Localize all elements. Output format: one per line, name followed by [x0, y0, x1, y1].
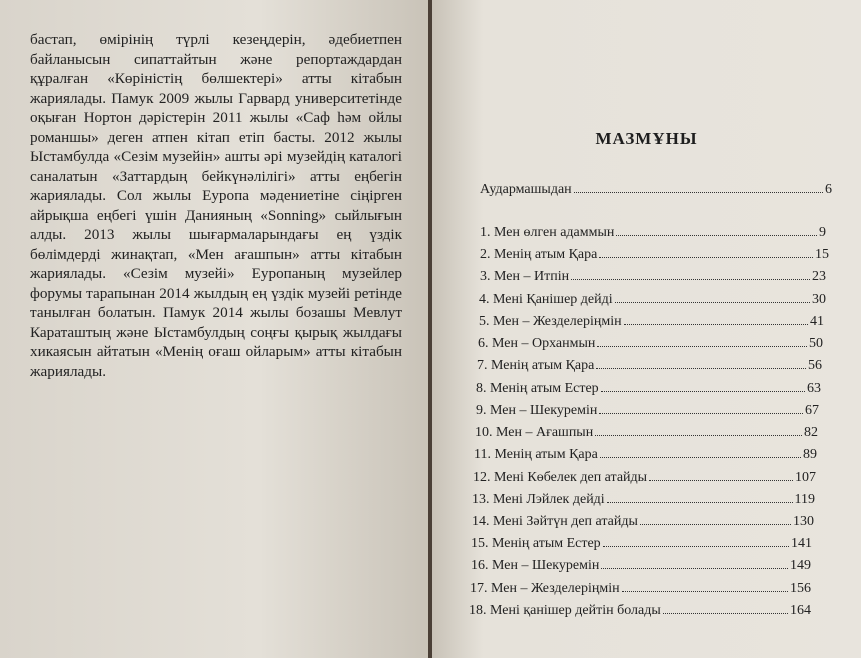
toc-entry [476, 403, 819, 419]
toc-leader-dots [615, 302, 810, 303]
toc-entry-page: 130 [793, 514, 814, 529]
toc-entry [480, 182, 832, 198]
toc-leader-dots [649, 480, 793, 481]
toc-leader-dots [596, 368, 806, 369]
toc-entry-page: 56 [808, 358, 822, 373]
toc-entry-label: 6. Мен – Орханмын [478, 336, 596, 351]
toc-entry-page: 67 [805, 403, 819, 418]
toc-entry-label: Аудармашыдан [480, 182, 572, 197]
toc-entry [476, 381, 821, 397]
toc-entry-label: 15. Менің атым Естер [471, 536, 601, 551]
toc-entry-label: 7. Менің атым Қара [477, 358, 595, 373]
toc-entry-label: 17. Мен – Жезделеріңмін [470, 581, 620, 596]
toc-entry [471, 536, 812, 552]
toc-leader-dots [599, 257, 813, 258]
toc-entry [473, 470, 816, 486]
toc-entry-page: 89 [803, 447, 817, 462]
toc-entry-page: 164 [790, 603, 811, 618]
left-page [0, 0, 430, 658]
toc-entry [480, 269, 826, 285]
toc-leader-dots [624, 324, 808, 325]
toc-entry-page: 50 [809, 336, 823, 351]
toc-entry-label: 12. Мені Көбелек деп атайды [473, 470, 648, 485]
body-paragraph: бастап, өмірінің түрлі кезеңдерін, әдебиетпен байланысын сипаттайтын және репортаждардан құралған «Көріністің бөлшектері» атты кітабын жариялады. Памук 2009 жылы Гарвард университетінде оқыған Нортон дәрістерін 2011 жылы «Саф һәм ойлы романшы» деген атпен кітап етіп басты. 2012 жылы Ыстамбулда «Сезім музейін» ашты әрі музейдің каталогі саналатын «Заттардың бейкүнәлілігі» атты еңбегін жариялады. Сол жылы Еуропа мәдениетіне сіңірген айрықша еңбегі үшін Данияның «Sonning» сыйлығын алды. 2013 жылы шығармаларындағы ең үздік бөлімдерді жинақтап, «Мен ағашпын» атты кітабын жариялады. «Сезім музейі» Еуропаның музейлер форумы тарапынан 2014 жылдың ең үздік музейі ретінде танылған болатын. Памук 2014 жылы бозашы Мевлут Караташтың және Ыстамбулдың соңғы қырық жылдағы хикаясын айтатын «Менің оғаш ойларым» атты кітабын жариялады. [30, 31, 402, 380]
toc-entry-label: 8. Менің атым Естер [476, 381, 599, 396]
toc-leader-dots [616, 235, 817, 236]
toc-entry-page: 149 [790, 558, 811, 573]
toc-entry [475, 425, 818, 441]
toc-entry [470, 581, 811, 597]
toc-entry-label: 3. Мен – Итпін [480, 269, 570, 284]
toc-leader-dots [597, 346, 807, 347]
toc-entry [472, 492, 815, 508]
toc-leader-dots [599, 413, 803, 414]
toc-entry-page: 63 [807, 381, 821, 396]
toc-entry [472, 514, 814, 530]
toc-entry-page: 107 [795, 470, 816, 485]
toc-entry-page: 9 [819, 225, 826, 240]
toc-leader-dots [574, 192, 823, 193]
toc-leader-dots [601, 391, 805, 392]
toc-entry-label: 1. Мен өлген адаммын [480, 225, 615, 240]
toc-entry-label: 2. Менің атым Қара [480, 247, 598, 262]
toc-entry [471, 558, 811, 574]
toc-entry [480, 247, 829, 263]
body-text-block [30, 30, 402, 381]
toc-entry-label: 16. Мен – Шекуремін [471, 558, 600, 573]
toc-entry [479, 292, 826, 308]
toc-entry [480, 225, 826, 241]
toc-entry-label: 14. Мені Зәйтүн деп атайды [472, 514, 638, 529]
toc-leader-dots [595, 435, 802, 436]
toc-entry-page: 156 [790, 581, 811, 596]
toc-leader-dots [601, 568, 788, 569]
toc-entry-label: 18. Мені қанішер дейтін болады [469, 603, 661, 618]
toc-entry-page: 82 [804, 425, 818, 440]
toc-entry-page: 119 [794, 492, 815, 507]
toc-leader-dots [622, 591, 788, 592]
toc-entry-page: 6 [825, 182, 832, 197]
toc-entry-label: 11. Менің атым Қара [474, 447, 598, 462]
toc-entry-label: 4. Мені Қанішер дейді [479, 292, 613, 307]
toc-entry-page: 41 [810, 314, 824, 329]
toc-entry-page: 15 [815, 247, 829, 262]
toc-entry-label: 13. Мені Лэйлек дейді [472, 492, 605, 507]
toc-entry [478, 336, 823, 352]
toc-entry [479, 314, 824, 330]
toc-entry [477, 358, 822, 374]
right-page [432, 0, 861, 658]
toc-entry [474, 447, 817, 463]
toc-entry-label: 9. Мен – Шекуремін [476, 403, 598, 418]
toc-leader-dots [603, 546, 789, 547]
toc-leader-dots [607, 502, 793, 503]
toc-entry-label: 10. Мен – Ағашпын [475, 425, 594, 440]
toc-entry [469, 603, 811, 619]
toc-leader-dots [640, 524, 791, 525]
toc-title: МАЗМҰНЫ [595, 129, 698, 148]
toc-leader-dots [571, 279, 810, 280]
toc-leader-dots [663, 613, 788, 614]
toc-entry-page: 23 [812, 269, 826, 284]
toc-leader-dots [600, 457, 801, 458]
toc-entry-page: 141 [791, 536, 812, 551]
toc-entry-label: 5. Мен – Жезделеріңмін [479, 314, 622, 329]
toc-entry-page: 30 [812, 292, 826, 307]
